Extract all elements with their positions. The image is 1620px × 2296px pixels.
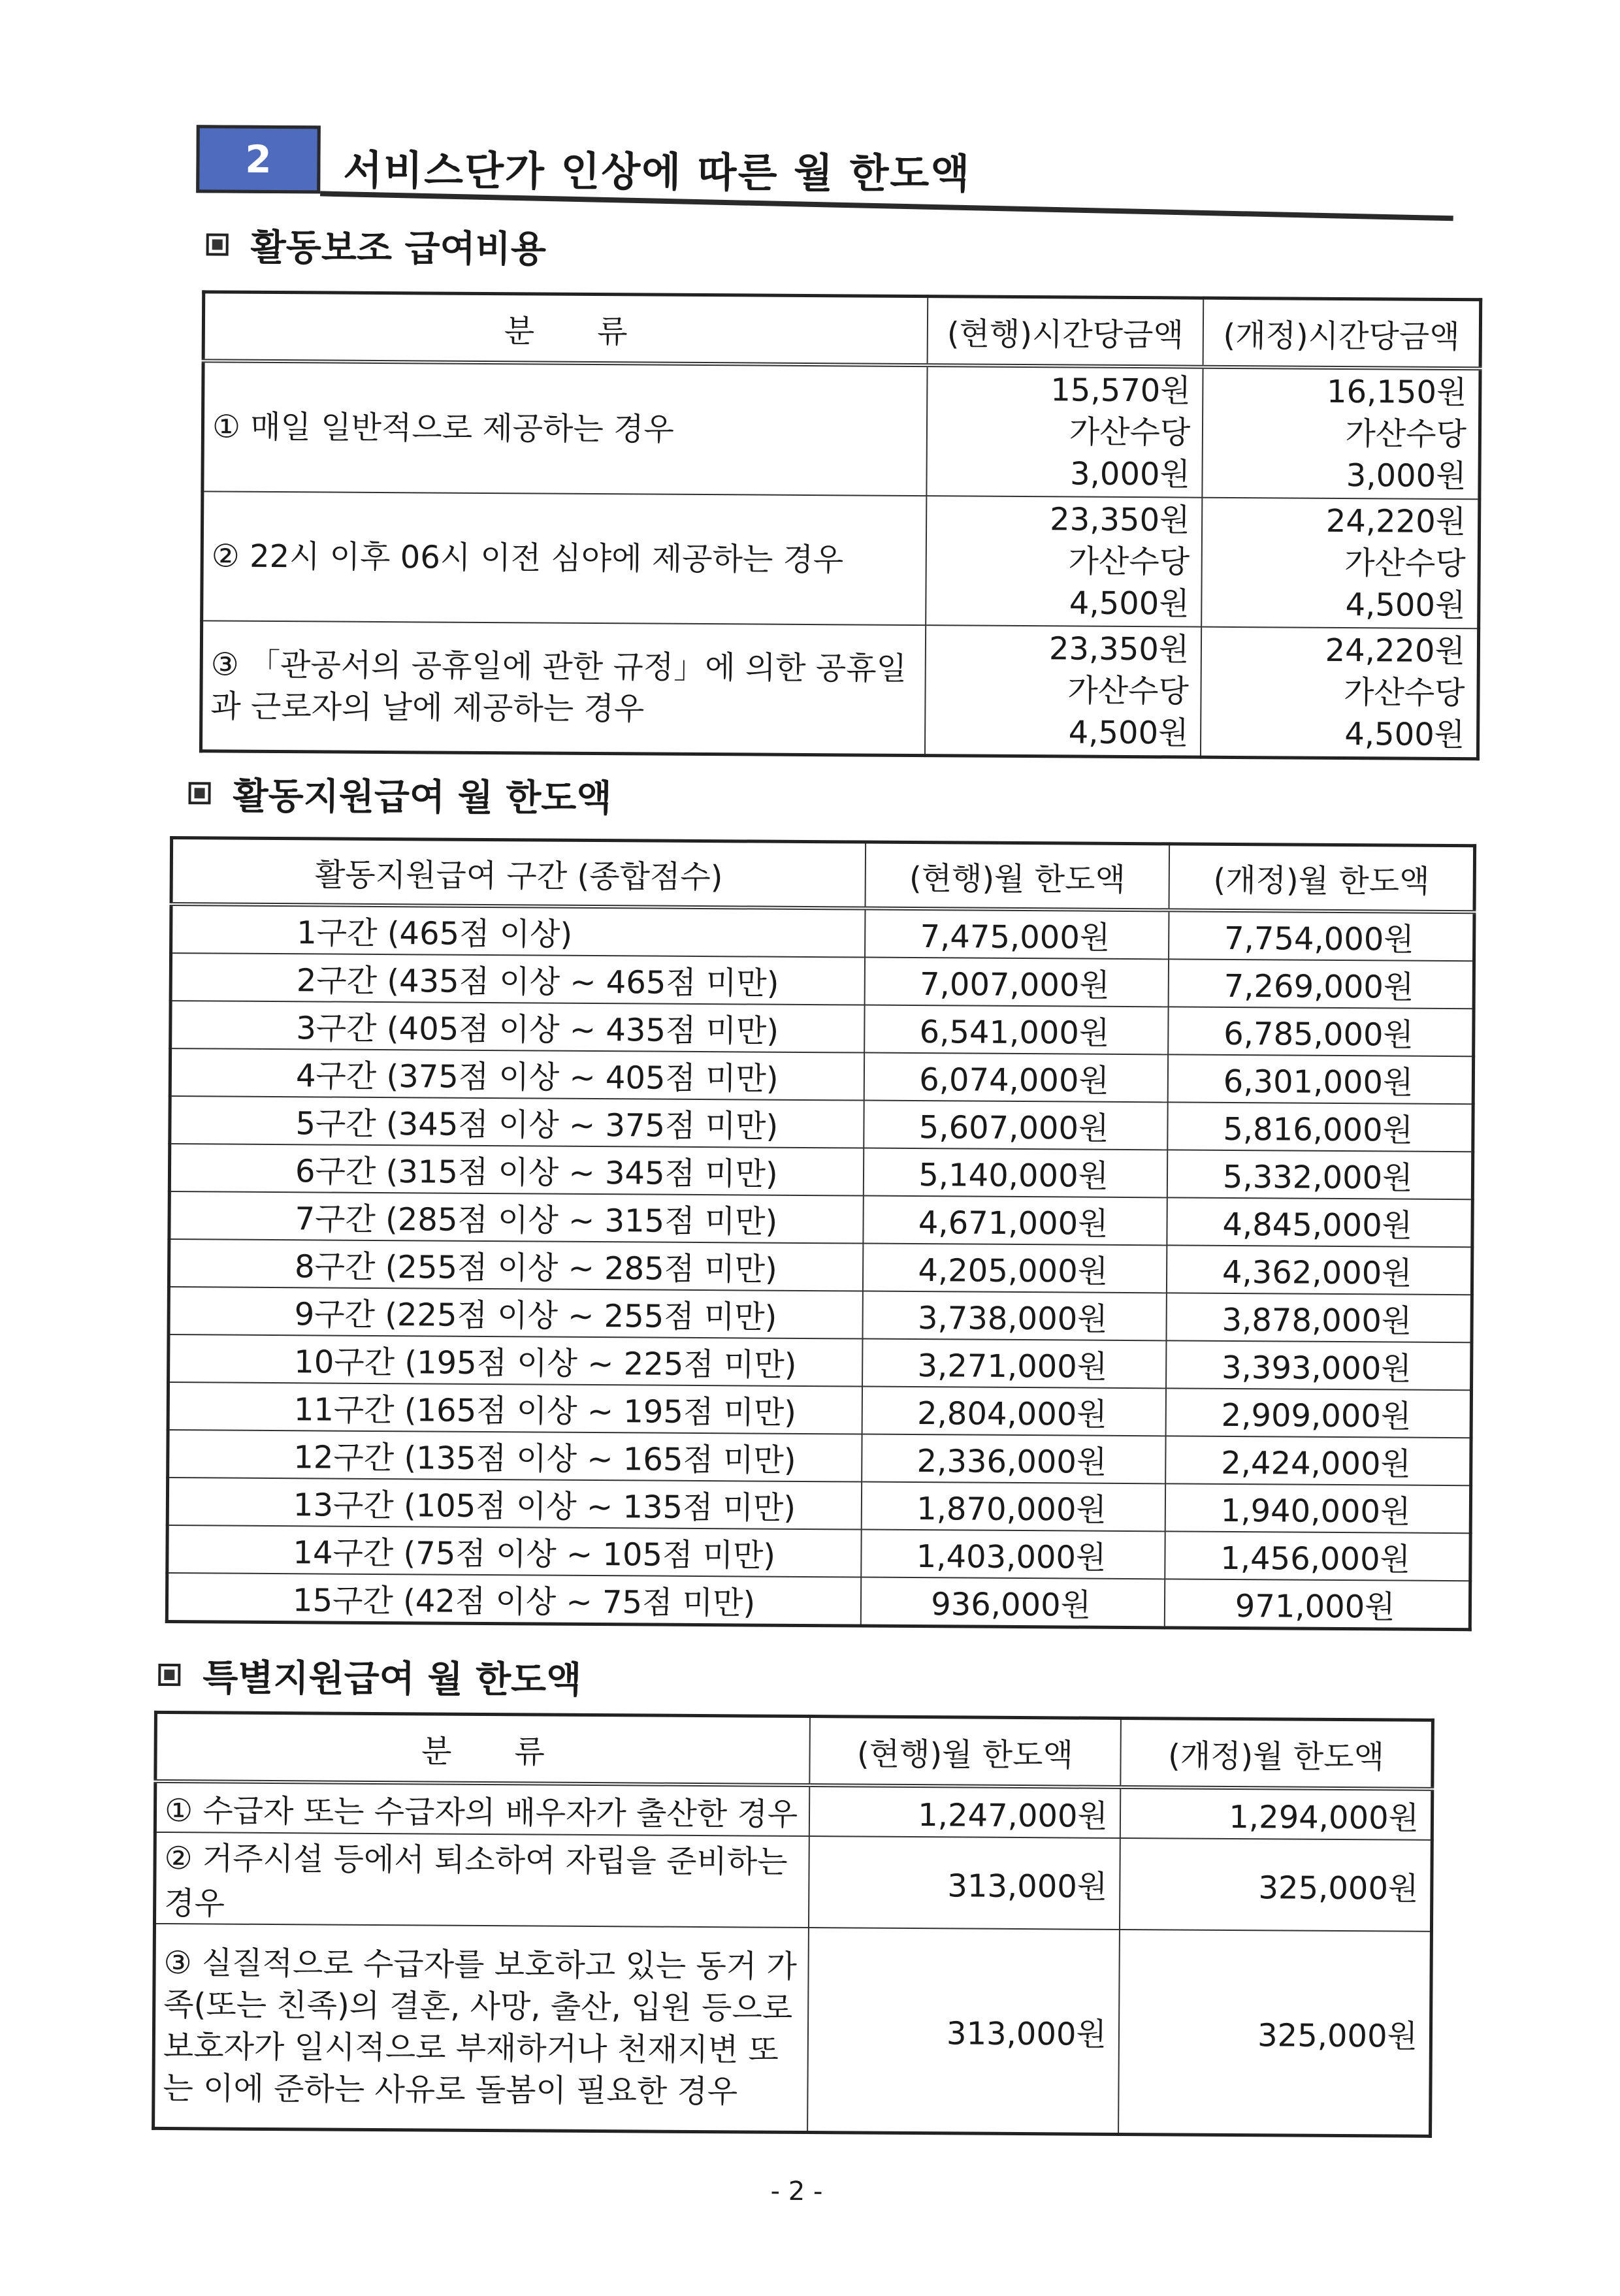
tier-label: 12구간 (135점 이상 ~ 165점 미만) — [168, 1430, 862, 1481]
header-category: 분 류 — [155, 1712, 810, 1785]
table-row — [167, 1573, 1470, 1630]
revised-limit: 7,754,000원 — [1169, 910, 1474, 961]
row-category: ① 수급자 또는 수급자의 배우자가 출산한 경우 — [155, 1781, 809, 1836]
header-category: 분 류 — [203, 292, 928, 365]
rate: 23,350원 — [1049, 501, 1190, 539]
table-row — [170, 953, 1474, 1009]
row-revised — [1203, 367, 1480, 500]
tier-label: 1구간 (465점 이상) — [171, 904, 866, 957]
row-revised — [1201, 627, 1478, 759]
header-current: (현행)월 한도액 — [809, 1717, 1121, 1787]
current-limit: 6,541,000원 — [864, 1005, 1169, 1055]
header-current: (현행)월 한도액 — [865, 842, 1169, 910]
current-limit: 4,205,000원 — [863, 1244, 1167, 1293]
tier-label: 11구간 (165점 이상 ~ 195점 미만) — [168, 1382, 862, 1434]
table-row — [168, 1382, 1471, 1438]
subheading-text: 활동보조 급여비용 — [250, 226, 547, 271]
table-header-row — [171, 838, 1475, 913]
table-row — [169, 1191, 1472, 1247]
current-limit: 2,804,000원 — [862, 1387, 1166, 1436]
header-revised: (개정)월 한도액 — [1120, 1718, 1433, 1788]
allowance-amount: 4,500원 — [1345, 587, 1466, 624]
table-row — [167, 1525, 1470, 1581]
table-row — [154, 1924, 1432, 2136]
revised-limit: 2,424,000원 — [1166, 1436, 1472, 1485]
table-row — [169, 1334, 1472, 1390]
revised-limit: 4,845,000원 — [1167, 1197, 1473, 1247]
row-current: 1,247,000원 — [809, 1785, 1121, 1838]
current-limit: 936,000원 — [861, 1577, 1165, 1628]
special-support-table — [152, 1711, 1434, 2138]
current-limit: 5,607,000원 — [864, 1101, 1168, 1150]
tier-label: 13구간 (105점 이상 ~ 135점 미만) — [167, 1478, 862, 1529]
revised-limit: 4,362,000원 — [1167, 1245, 1472, 1295]
table-row — [202, 491, 1480, 628]
subheading-text: 특별지원급여 월 한도액 — [202, 1657, 582, 1702]
tier-label: 14구간 (75점 이상 ~ 105점 미만) — [167, 1525, 862, 1577]
revised-limit: 5,816,000원 — [1168, 1102, 1474, 1152]
current-limit: 1,870,000원 — [862, 1482, 1166, 1532]
current-limit: 7,475,000원 — [865, 909, 1169, 960]
table-row — [170, 1001, 1474, 1056]
table-row — [169, 1144, 1472, 1199]
header-revised: (개정)월 한도액 — [1169, 844, 1475, 912]
tier-label: 2구간 (435점 이상 ~ 465점 미만) — [170, 953, 865, 1005]
row-category: ③ 「관공서의 공휴일에 관한 규정」에 의한 공휴일과 근로자의 날에 제공하는 경우 — [201, 621, 925, 755]
row-category: ② 22시 이후 06시 이전 심야에 제공하는 경우 — [202, 491, 926, 625]
current-limit: 6,074,000원 — [864, 1053, 1169, 1103]
row-category: ② 거주시설 등에서 퇴소하여 자립을 준비하는 경우 — [154, 1832, 809, 1928]
square-bullet-icon — [206, 233, 229, 255]
allowance-label: 가산수당 — [1068, 543, 1190, 581]
header-tier: 활동지원급여 구간 (종합점수) — [171, 838, 866, 909]
section-title: 서비스단가 인상에 따른 월 한도액 — [343, 146, 971, 198]
revised-limit: 2,909,000원 — [1166, 1388, 1472, 1438]
table-row — [171, 904, 1474, 961]
section-header — [196, 125, 1451, 204]
row-revised: 325,000원 — [1118, 1930, 1432, 2136]
header-current: (현행)시간당금액 — [927, 297, 1203, 367]
revised-limit: 7,269,000원 — [1169, 959, 1474, 1009]
rate: 16,150원 — [1326, 373, 1467, 412]
revised-limit: 971,000원 — [1165, 1579, 1470, 1629]
revised-limit: 1,940,000원 — [1165, 1483, 1471, 1533]
revised-limit: 1,456,000원 — [1165, 1531, 1471, 1581]
activity-support-table — [165, 836, 1476, 1631]
allowance-label: 가산수당 — [1343, 674, 1465, 712]
row-revised: 325,000원 — [1120, 1838, 1432, 1932]
tier-label: 3구간 (405점 이상 ~ 435점 미만) — [170, 1001, 865, 1052]
subheading-special-support — [158, 1649, 581, 1704]
table-row — [155, 1781, 1432, 1840]
table-row — [154, 1832, 1432, 1932]
current-limit: 3,738,000원 — [862, 1291, 1167, 1341]
allowance-amount: 3,000원 — [1346, 457, 1466, 495]
row-revised: 1,294,000원 — [1120, 1787, 1433, 1840]
page-number: - 2 - — [770, 2176, 823, 2207]
tier-label: 15구간 (42점 이상 ~ 75점 미만) — [167, 1573, 861, 1626]
table-header-row — [203, 292, 1481, 368]
table-row — [169, 1287, 1472, 1342]
allowance-amount: 4,500원 — [1068, 714, 1189, 752]
table-row — [170, 1048, 1473, 1104]
allowance-label: 가산수당 — [1069, 413, 1191, 451]
current-limit: 1,403,000원 — [861, 1530, 1165, 1579]
revised-limit: 6,785,000원 — [1169, 1007, 1474, 1056]
allowance-label: 가산수당 — [1344, 545, 1466, 583]
table-row — [202, 361, 1480, 499]
revised-limit: 3,393,000원 — [1166, 1340, 1472, 1390]
rate: 24,220원 — [1325, 632, 1466, 670]
rate: 15,570원 — [1050, 372, 1191, 410]
allowance-label: 가산수당 — [1345, 415, 1467, 453]
revised-limit: 6,301,000원 — [1168, 1054, 1474, 1104]
allowance-amount: 4,500원 — [1344, 716, 1465, 754]
table-row — [170, 1096, 1473, 1152]
current-limit: 2,336,000원 — [862, 1434, 1166, 1484]
row-revised — [1201, 498, 1479, 629]
activity-assist-table — [199, 290, 1482, 760]
allowance-label: 가산수당 — [1067, 672, 1190, 710]
tier-rows — [167, 904, 1474, 1630]
revised-limit: 5,332,000원 — [1167, 1150, 1473, 1199]
row-current — [926, 365, 1203, 498]
tier-label: 7구간 (285점 이상 ~ 315점 미만) — [169, 1191, 864, 1243]
row-category: ③ 실질적으로 수급자를 보호하고 있는 동거 가족(또는 친족)의 결혼, 사망, 출산, 입원 등으로 보호자가 일시적으로 부재하거나 천재지변 또는 이에 준하는 사유로 돌봄이 필요한 경우 — [154, 1924, 809, 2133]
table-row — [167, 1478, 1470, 1533]
revised-limit: 3,878,000원 — [1167, 1293, 1472, 1342]
section-number-badge: 2 — [196, 125, 321, 193]
allowance-amount: 4,500원 — [1069, 585, 1190, 623]
tier-label: 10구간 (195점 이상 ~ 225점 미만) — [169, 1334, 863, 1386]
row-category: ① 매일 일반적으로 제공하는 경우 — [202, 361, 927, 496]
allowance-amount: 3,000원 — [1069, 455, 1191, 493]
row-current — [925, 625, 1202, 757]
rate: 24,220원 — [1325, 502, 1466, 541]
current-limit: 4,671,000원 — [863, 1196, 1167, 1246]
subheading-activity-assist — [206, 218, 546, 272]
tier-label: 9구간 (225점 이상 ~ 255점 미만) — [169, 1287, 863, 1338]
header-revised: (개정)시간당금액 — [1203, 298, 1481, 368]
tier-label: 5구간 (345점 이상 ~ 375점 미만) — [170, 1096, 864, 1148]
current-limit: 3,271,000원 — [862, 1339, 1167, 1389]
rate: 23,350원 — [1048, 630, 1190, 668]
square-bullet-icon — [188, 782, 210, 804]
tier-label: 4구간 (375점 이상 ~ 405점 미만) — [170, 1048, 864, 1100]
table-row — [201, 621, 1478, 758]
row-current: 313,000원 — [807, 1928, 1120, 2134]
row-current — [926, 496, 1203, 627]
table-header-row — [155, 1712, 1433, 1788]
table-row — [168, 1430, 1471, 1485]
subheading-text: 활동지원급여 월 한도액 — [233, 775, 612, 820]
current-limit: 5,140,000원 — [864, 1148, 1168, 1198]
square-bullet-icon — [158, 1664, 180, 1686]
row-current: 313,000원 — [809, 1836, 1120, 1930]
tier-label: 6구간 (315점 이상 ~ 345점 미만) — [169, 1144, 864, 1195]
current-limit: 7,007,000원 — [864, 958, 1169, 1007]
tier-label: 8구간 (255점 이상 ~ 285점 미만) — [169, 1239, 863, 1291]
subheading-activity-support — [188, 767, 611, 822]
table-row — [169, 1239, 1472, 1295]
